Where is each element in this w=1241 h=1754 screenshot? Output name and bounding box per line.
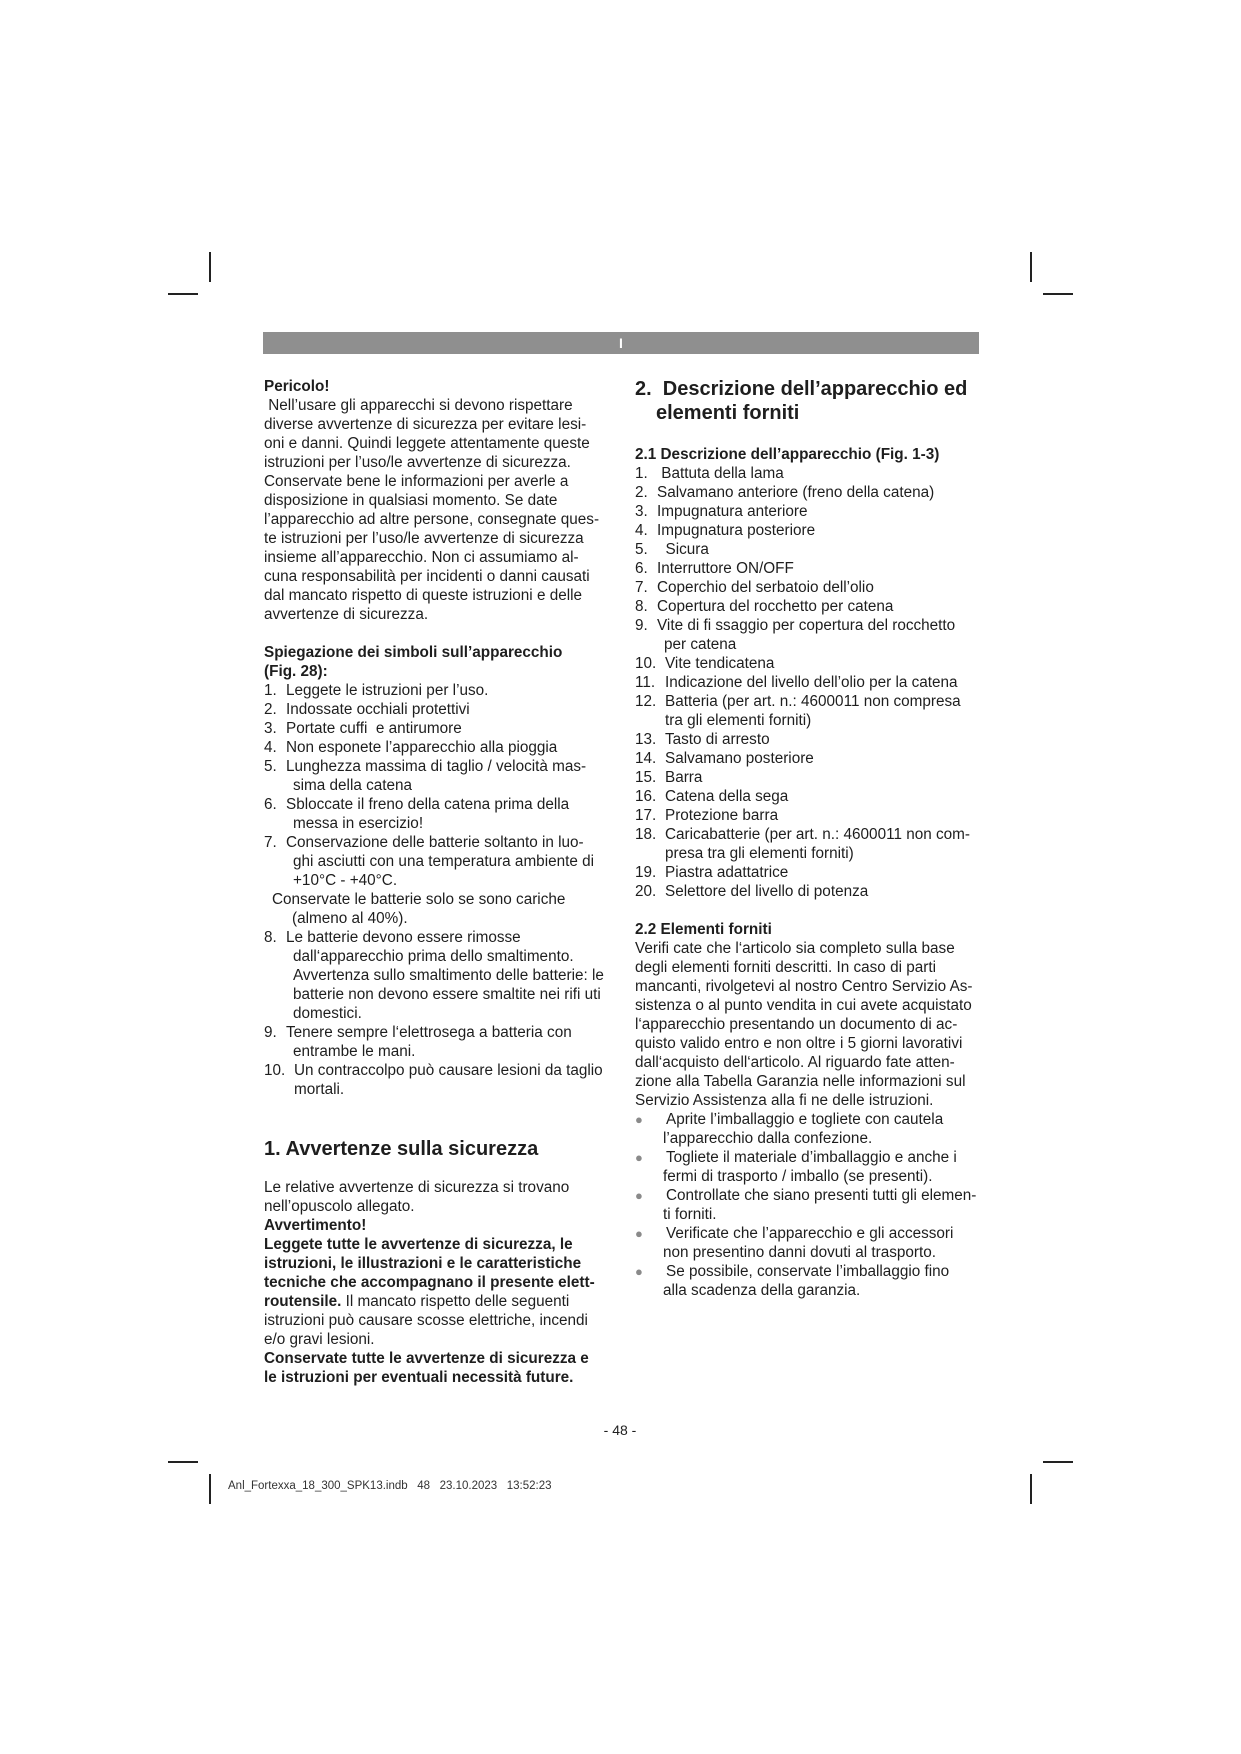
item-text: Controllate che siano presenti tutti gli elemen-	[666, 1187, 977, 1204]
left-column	[264, 377, 614, 1387]
unpacking-list	[635, 1110, 980, 1300]
item-number: 5.	[264, 758, 277, 775]
text-fragment: routensile.	[264, 1293, 342, 1310]
item-text: Se possibile, conservate l’imballaggio fino	[666, 1263, 950, 1280]
item-number: 11.	[635, 674, 656, 691]
item-text: Barra	[665, 769, 703, 786]
list-item	[635, 654, 980, 673]
item-text: entrambe le mani.	[293, 1043, 416, 1060]
symbols-title-line: (Fig. 28):	[264, 663, 328, 680]
bullet-icon: ●	[635, 1264, 643, 1279]
item-number: 8.	[264, 929, 277, 946]
list-item	[264, 719, 614, 738]
crop-mark	[1043, 293, 1073, 295]
symbols-list	[264, 681, 614, 890]
item-text: tra gli elementi forniti)	[665, 712, 812, 729]
item-text: Piastra adattatrice	[665, 864, 789, 881]
item-text: non presentino danni dovuti al trasporto.	[663, 1244, 936, 1261]
item-text: domestici.	[293, 1005, 362, 1022]
list-item	[635, 483, 980, 502]
item-number: 7.	[635, 579, 648, 596]
item-number: 1.	[264, 682, 277, 699]
text-line: degli elementi forniti descritti. In caso di parti	[635, 959, 936, 976]
item-text: fermi di trasporto / imballo (se presenti).	[663, 1168, 933, 1185]
list-item	[635, 540, 980, 559]
item-text: Caricabatterie (per art. n.: 4600011 non com-	[665, 826, 970, 843]
item-text: Protezione barra	[665, 807, 779, 824]
item-number: 6.	[635, 560, 648, 577]
list-item	[635, 673, 980, 692]
bullet-icon: ●	[635, 1150, 643, 1165]
item-text: Impugnatura anteriore	[657, 503, 808, 520]
item-number: 18.	[635, 826, 657, 843]
item-text: Avvertenza sullo smaltimento delle batterie: le	[293, 967, 604, 984]
list-item	[264, 1023, 614, 1061]
item-number: 17.	[635, 807, 657, 824]
symbols-title-line: Spiegazione dei simboli sull’apparecchio	[264, 644, 563, 661]
item-text: Catena della sega	[665, 788, 789, 805]
list-item	[264, 700, 614, 719]
text-line: Leggete tutte le avvertenze di sicurezza, le	[264, 1236, 573, 1253]
item-text: Sbloccate il freno della catena prima della	[286, 796, 570, 813]
text-line: diverse avvertenze di sicurezza per evitare lesi-	[264, 416, 587, 433]
text-line: Servizio Assistenza alla fi ne delle istruzioni.	[635, 1092, 934, 1109]
item-text: dall‘apparecchio prima dello smaltimento.	[293, 948, 574, 965]
crop-mark	[1030, 1474, 1032, 1504]
text-line: istruzioni può causare scosse elettriche, incendi	[264, 1312, 588, 1329]
text-line: quisto valido entro e non oltre i 5 giorni lavorativi	[635, 1035, 963, 1052]
text-line: te istruzioni per l’uso/le avvertenze di sicurezza	[264, 530, 584, 547]
text-line: dal mancato rispetto di queste istruzioni e delle	[264, 587, 583, 604]
list-item	[635, 1148, 980, 1186]
bullet-icon: ●	[635, 1112, 643, 1127]
list-item	[635, 559, 980, 578]
item-number: 9.	[635, 617, 648, 634]
danger-title: Pericolo!	[264, 378, 330, 395]
danger-text	[264, 396, 614, 624]
warning-title: Avvertimento!	[264, 1217, 367, 1234]
file-info: Anl_Fortexxa_18_300_SPK13.indb 48 23.10.2023 13:52:23	[228, 1480, 552, 1492]
item-number: 2.	[635, 484, 648, 501]
item-number: 7.	[264, 834, 277, 851]
item-number: 5.	[635, 541, 648, 558]
list-item	[635, 597, 980, 616]
list-item	[635, 730, 980, 749]
item-text: mortali.	[294, 1081, 345, 1098]
item-number: 10.	[264, 1062, 286, 1079]
list-item	[264, 795, 614, 833]
text-line: avvertenze di sicurezza.	[264, 606, 429, 623]
item-text: Tasto di arresto	[665, 731, 770, 748]
list-item	[635, 825, 980, 863]
item-text: presa tra gli elementi forniti)	[665, 845, 854, 862]
list-item	[264, 738, 614, 757]
list-item	[635, 882, 980, 901]
item-text: Vite tendicatena	[665, 655, 775, 672]
list-item	[635, 502, 980, 521]
symbols-list-continued	[264, 928, 614, 1099]
language-header-bar	[263, 332, 979, 354]
text-line: sistenza o al punto vendita in cui avete acquistato	[635, 997, 972, 1014]
item-number: 10.	[635, 655, 657, 672]
item-text: Coperchio del serbatoio dell’olio	[657, 579, 874, 596]
crop-mark	[1043, 1461, 1073, 1463]
text-line: Nell’usare gli apparecchi si devono rispettare	[264, 397, 573, 414]
list-item	[635, 464, 980, 483]
text-line: le istruzioni per eventuali necessità future.	[264, 1369, 574, 1386]
text-line: Le relative avvertenze di sicurezza si trovano	[264, 1179, 570, 1196]
text-line: oni e danni. Quindi leggete attentamente queste	[264, 435, 590, 452]
item-text: Togliete il materiale d’imballaggio e anche i	[666, 1149, 957, 1166]
text-line: Conservate bene le informazioni per averle a	[264, 473, 569, 490]
symbols-title	[264, 643, 614, 681]
item-text: Impugnatura posteriore	[657, 522, 816, 539]
item-text: Conservazione delle batterie soltanto in luo-	[286, 834, 584, 851]
text-line: e/o gravi lesioni.	[264, 1331, 375, 1348]
list-item	[635, 787, 980, 806]
item-text: Verificate che l’apparecchio e gli accessori	[666, 1225, 954, 1242]
warning-text	[264, 1235, 614, 1349]
sub22-title: 2.2 Elementi forniti	[635, 921, 772, 938]
item-number: 3.	[635, 503, 648, 520]
item-number: 13.	[635, 731, 657, 748]
item-text: Batteria (per art. n.: 4600011 non compresa	[665, 693, 961, 710]
crop-mark	[1030, 252, 1032, 282]
item-number: 12.	[635, 693, 657, 710]
item-text: Interruttore ON/OFF	[657, 560, 794, 577]
sub21-title: 2.1 Descrizione dell’apparecchio (Fig. 1-3)	[635, 446, 940, 463]
list-item	[635, 578, 980, 597]
item-text: Portate cuffi e antirumore	[286, 720, 462, 737]
text-line: tecniche che accompagnano il presente elett-	[264, 1274, 595, 1291]
item-text: Leggete le istruzioni per l’uso.	[286, 682, 489, 699]
item-number: 2.	[264, 701, 277, 718]
page-number: - 48 -	[603, 1422, 637, 1438]
list-item	[635, 806, 980, 825]
item-text: Tenere sempre l‘elettrosega a batteria con	[286, 1024, 572, 1041]
list-item	[264, 1061, 614, 1099]
item-text: l’apparecchio dalla confezione.	[663, 1130, 873, 1147]
item-text: Lunghezza massima di taglio / velocità mas-	[286, 758, 587, 775]
text-line: Conservate tutte le avvertenze di sicurezza e	[264, 1350, 589, 1367]
note-line: Conservate le batterie solo se sono cariche	[272, 891, 566, 908]
list-item	[635, 521, 980, 540]
symbols-note	[264, 890, 614, 928]
right-column	[635, 377, 980, 1300]
title-line: elementi forniti	[656, 402, 800, 424]
text-line	[264, 1292, 614, 1311]
parts-list	[635, 464, 980, 654]
section2-title	[635, 377, 980, 425]
item-number: 4.	[264, 739, 277, 756]
text-line: disposizione in qualsiasi momento. Se date	[264, 492, 558, 509]
crop-mark	[209, 252, 211, 282]
item-number: 1.	[635, 465, 648, 482]
item-text: Salvamano posteriore	[665, 750, 814, 767]
item-text: Vite di fi ssaggio per copertura del rocchetto	[657, 617, 956, 634]
item-text: messa in esercizio!	[293, 815, 424, 832]
item-text: ti forniti.	[663, 1206, 717, 1223]
item-text: sima della catena	[293, 777, 413, 794]
bullet-icon: ●	[635, 1188, 643, 1203]
bullet-icon: ●	[635, 1226, 643, 1241]
language-tag: I	[619, 335, 623, 351]
keep-instructions	[264, 1349, 614, 1387]
item-text: Non esponete l’apparecchio alla pioggia	[286, 739, 558, 756]
list-item	[635, 616, 980, 654]
list-item	[264, 928, 614, 1023]
item-text: ghi asciutti con una temperatura ambiente di	[293, 853, 595, 870]
list-item	[635, 1262, 980, 1300]
list-item	[264, 833, 614, 890]
list-item	[635, 1224, 980, 1262]
crop-mark	[168, 1461, 198, 1463]
item-text: Indossate occhiali protettivi	[286, 701, 470, 718]
item-text: Battuta della lama	[657, 465, 784, 482]
text-line: insieme all’apparecchio. Non ci assumiamo al-	[264, 549, 579, 566]
title-line: 2. Descrizione dell’apparecchio ed	[635, 378, 968, 400]
list-item	[264, 681, 614, 700]
parts-list-continued	[635, 654, 980, 901]
list-item	[635, 863, 980, 882]
list-item	[264, 757, 614, 795]
item-number: 15.	[635, 769, 657, 786]
note-line: (almeno al 40%).	[292, 910, 408, 927]
text-line: istruzioni per l’uso/le avvertenze di sicurezza.	[264, 454, 571, 471]
item-number: 20.	[635, 883, 657, 900]
item-number: 3.	[264, 720, 277, 737]
section1-title: 1. Avvertenze sulla sicurezza	[264, 1138, 539, 1160]
text-line: istruzioni, le illustrazioni e le caratteristiche	[264, 1255, 582, 1272]
item-number: 19.	[635, 864, 657, 881]
item-text: per catena	[664, 636, 737, 653]
item-text: Un contraccolpo può causare lesioni da taglio	[294, 1062, 603, 1079]
list-item	[635, 1110, 980, 1148]
text-line: cuna responsabilità per incidenti o danni causati	[264, 568, 590, 585]
item-text: Salvamano anteriore (freno della catena)	[657, 484, 935, 501]
item-text: Selettore del livello di potenza	[665, 883, 869, 900]
section1-intro	[264, 1178, 614, 1216]
item-number: 14.	[635, 750, 657, 767]
text-line: l’apparecchio ad altre persone, consegnate ques-	[264, 511, 600, 528]
item-text: alla scadenza della garanzia.	[663, 1282, 861, 1299]
list-item	[635, 692, 980, 730]
text-line: zione alla Tabella Garanzia nelle informazioni sul	[635, 1073, 966, 1090]
item-number: 6.	[264, 796, 277, 813]
list-item	[635, 749, 980, 768]
list-item	[635, 768, 980, 787]
text-line: nell’opuscolo allegato.	[264, 1198, 415, 1215]
item-number: 4.	[635, 522, 648, 539]
item-text: Aprite l’imballaggio e togliete con cautela	[666, 1111, 944, 1128]
item-text: Copertura del rocchetto per catena	[657, 598, 894, 615]
text-line: mancanti, rivolgetevi al nostro Centro Servizio As-	[635, 978, 973, 995]
text-line: l‘apparecchio presentando un documento di ac-	[635, 1016, 958, 1033]
item-text: Sicura	[657, 541, 709, 558]
item-text: Indicazione del livello dell’olio per la catena	[665, 674, 958, 691]
crop-mark	[168, 293, 198, 295]
item-number: 16.	[635, 788, 657, 805]
text-fragment: Il mancato rispetto delle seguenti	[341, 1293, 570, 1310]
item-number: 8.	[635, 598, 648, 615]
text-line: dall‘acquisto dell‘articolo. Al riguardo fate atten-	[635, 1054, 955, 1071]
item-text: batterie non devono essere smaltite nei rifi uti	[293, 986, 601, 1003]
text-line: Verifi cate che l‘articolo sia completo sulla base	[635, 940, 955, 957]
item-number: 9.	[264, 1024, 277, 1041]
sub22-text	[635, 939, 980, 1110]
item-text: +10°C - +40°C.	[293, 872, 398, 889]
list-item	[635, 1186, 980, 1224]
crop-mark	[209, 1474, 211, 1504]
item-text: Le batterie devono essere rimosse	[286, 929, 521, 946]
